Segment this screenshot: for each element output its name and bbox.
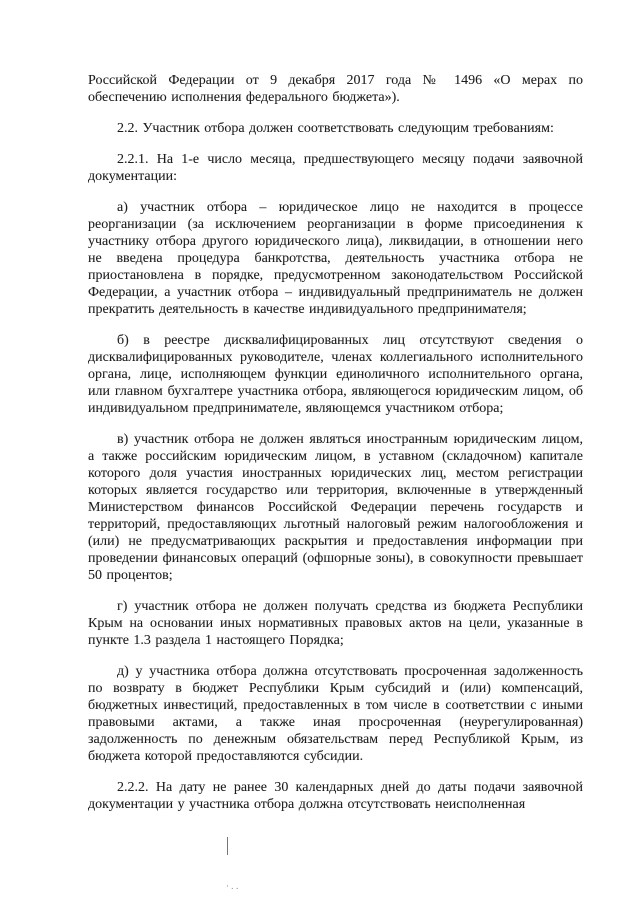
paragraph-continuation: Российской Федерации от 9 декабря 2017 года № 1496 «О мерах по обеспечению исполнения федерального бюджета»). bbox=[88, 73, 583, 105]
scan-artifact-speckle: ·.. bbox=[226, 882, 241, 892]
clause-2-2-1: 2.2.1. На 1-е число месяца, предшествующего месяцу подачи заявочной документации: bbox=[88, 152, 583, 184]
clause-a: а) участник отбора – юридическое лицо не находится в процессе реорганизации (за исключением реорганизации в форме присоединения к участнику отбора другого юридического лица), ликвидации, в отношении него не введена процедура банкротства, деятельность участника отбора не приостановлена в порядке, предусмотренном законодательством Российской Федерации, а участник отбора – индивидуальный предприниматель не должен прекратить деятельность в качестве индивидуального предпринимателя; bbox=[88, 200, 583, 317]
clause-g: г) участник отбора не должен получать средства из бюджета Республики Крым на основании иных нормативных правовых актов на цели, указанные в пункте 1.3 раздела 1 настоящего Порядка; bbox=[88, 599, 583, 648]
clause-2-2-2: 2.2.2. На дату не ранее 30 календарных дней до даты подачи заявочной документации у участника отбора должна отсутствовать неисполненная bbox=[88, 780, 583, 812]
clause-v: в) участник отбора не должен являться иностранным юридическим лицом, а также российским юридическим лицом, в уставном (складочном) капитале которого доля участия иностранных юридических лиц, местом регистрации которых является государство или территория, включенные в утвержденный Министерством финансов Российской Федерации перечень государств и территорий, предоставляющих льготный налоговый режим налогообложения и (или) не предусматривающих раскрытия и предоставления информации при проведении финансовых операций (офшорные зоны), в совокупности превышает 50 процентов; bbox=[88, 432, 583, 583]
scan-artifact-line bbox=[227, 837, 228, 855]
clause-d: д) у участника отбора должна отсутствовать просроченная задолженность по возврату в бюджет Республики Крым субсидий и (или) компенсаций, бюджетных инвестиций, предоставленных в том числе в соответствии с иными правовыми актами, а также иная просроченная (неурегулированная) задолженность по денежным обязательствам перед Республикой Крым, из бюджета которой предоставляются субсидии. bbox=[88, 664, 583, 764]
clause-2-2: 2.2. Участник отбора должен соответствовать следующим требованиям: bbox=[117, 121, 554, 136]
clause-b: б) в реестре дисквалифицированных лиц отсутствуют сведения о дисквалифицированных руководителе, членах коллегиального исполнительного органа, лице, исполняющем функции единоличного исполнительного органа, или главном бухгалтере участника отбора, являющегося юридическим лицом, об индивидуальном предпринимателе, являющемся участником отбора; bbox=[88, 333, 583, 416]
